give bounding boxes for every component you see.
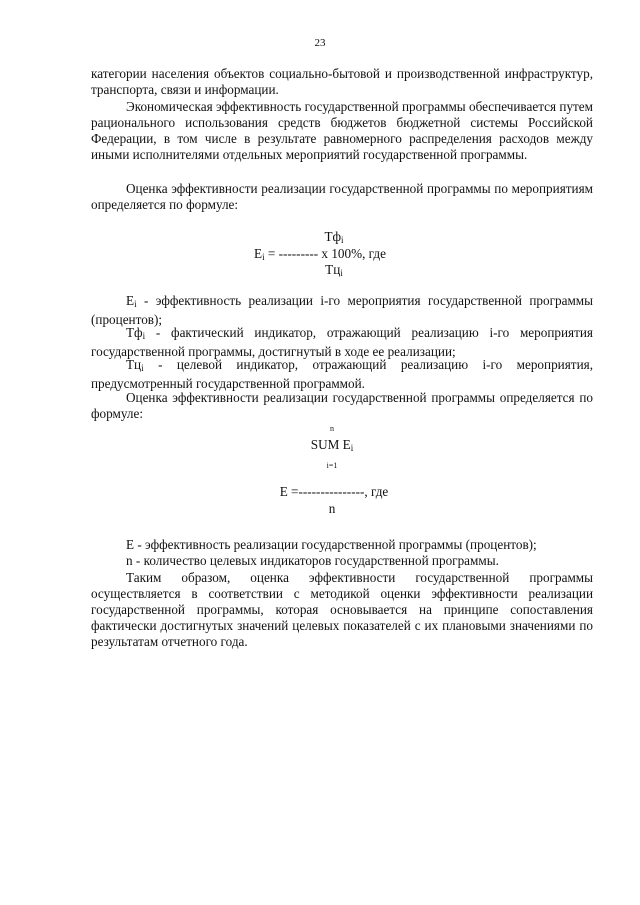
formula-main-line: E =---------------, где	[279, 484, 389, 499]
definition-ei: $E_i$ - эффективность реализации i-го мероприятия государственной программы (процентов);	[91, 293, 593, 327]
definition-tc: $Тц_i$ - целевой индикатор, отражающий реализацию i-го мероприятия, предусмотренный государственной программой.	[91, 357, 593, 391]
paragraph-economic-efficiency: Экономическая эффективность государственной программы обеспечивается путем рационального использования средств бюджетов бюджетной системы Российской Федерации, в том числе в результате равномерного распределения расходов между иными исполнителями отдельных мероприятий государственной программы.	[91, 99, 593, 162]
sum-upper-limit: n	[330, 424, 334, 433]
sum-lower-limit: i=1	[326, 461, 338, 470]
formula-main-line: $E_i$ = --------- х 100%, где	[254, 246, 386, 262]
definition-n: n - количество целевых индикаторов государственной программы.	[126, 553, 499, 568]
formula-denominator: $Тц_i$	[325, 262, 343, 278]
formula-numerator: $Тф_i$	[324, 229, 344, 245]
sum-expression: SUM $E_i$	[310, 437, 354, 453]
paragraph-conclusion: Таким образом, оценка эффективности государственной программы осуществляется в соответствии с методикой оценки эффективности реализации государственной программы, которая основывается на принципе сопоставления фактически достигнутых значений целевых показателей с их плановыми значениями по результатам отчетного года.	[91, 570, 593, 649]
paragraph-program-evaluation-intro: Оценка эффективности реализации государственной программы определяется по формуле:	[91, 390, 593, 421]
formula-denominator: n	[328, 501, 336, 516]
definition-tf: $Тф_i$ - фактический индикатор, отражающий реализацию i-го мероприятия государственной программы, достигнутый в ходе ее реализации;	[91, 325, 593, 359]
paragraph-continuation: категории населения объектов социально-бытовой и производственной инфраструктур, транспорта, связи и информации.	[91, 66, 593, 97]
paragraph-measure-evaluation-intro: Оценка эффективности реализации государственной программы по мероприятиям определяется по формуле:	[91, 181, 593, 212]
definition-e: E - эффективность реализации государственной программы (процентов);	[126, 537, 537, 552]
page-number: 23	[314, 37, 326, 49]
